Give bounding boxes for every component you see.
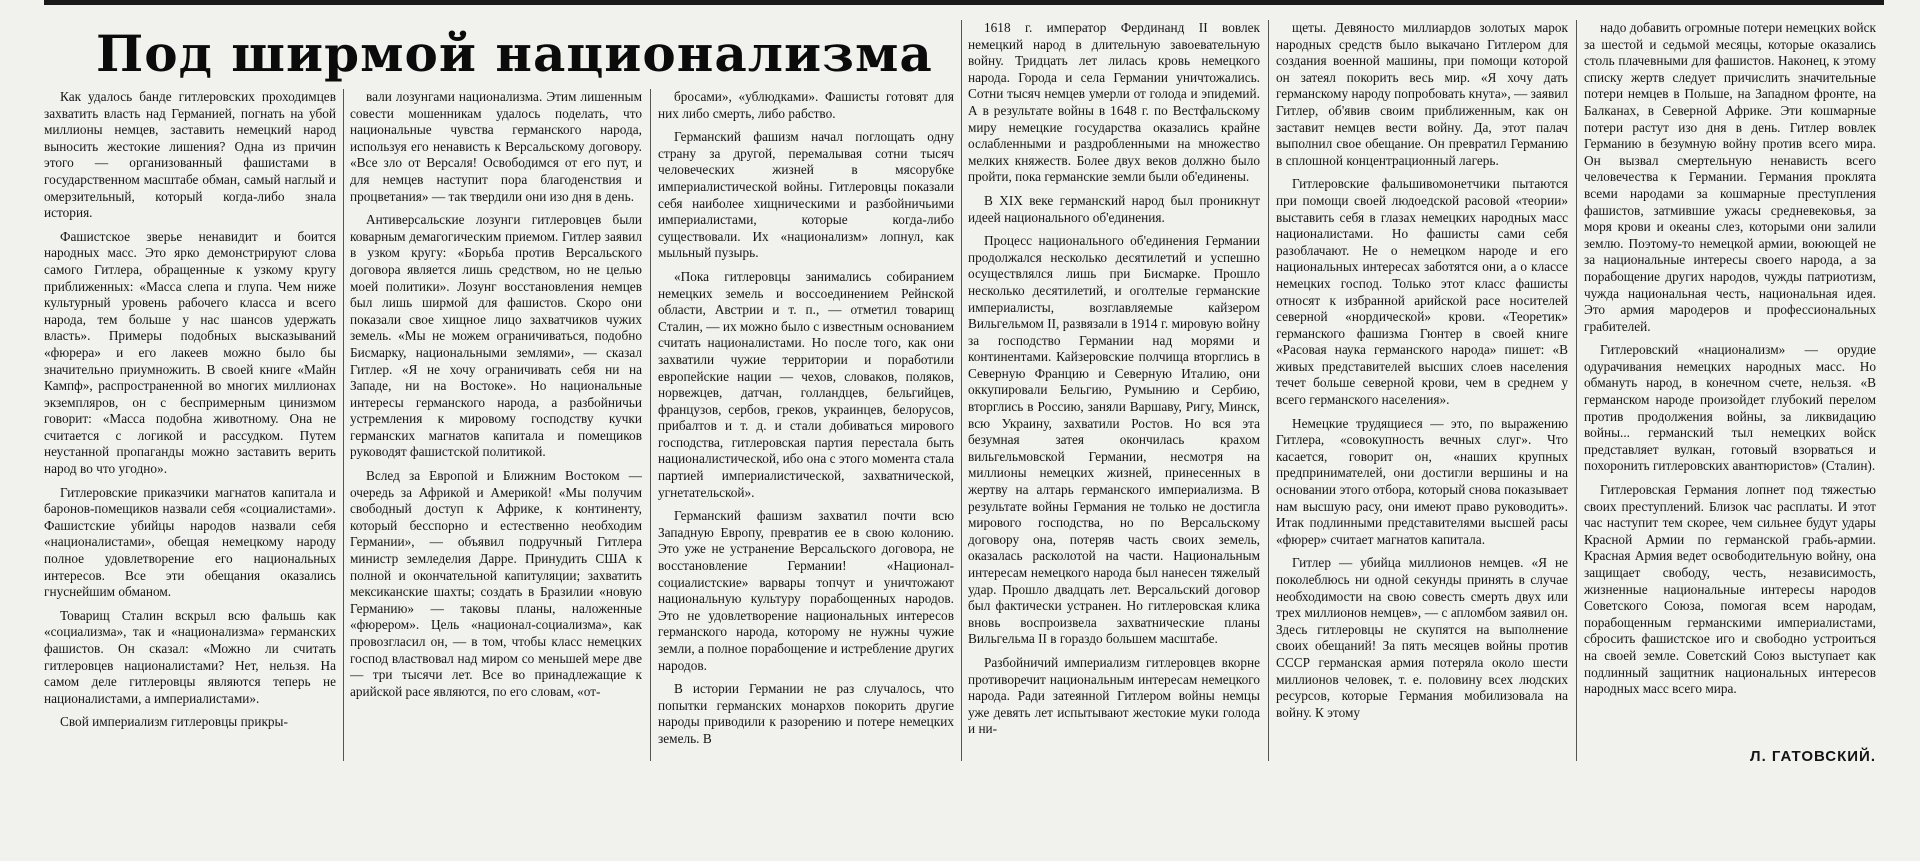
article-headline: Под ширмой национализма (96, 24, 933, 83)
paragraph: «Пока гитлеровцы занимались собиранием немецких земель и воссоединением Рейнской области, Австрии и т. п., — отметил товарищ Сталин, — их можно было с известным основанием считать националистами. Но после того, как они захватили чужие территории и поработили европейские нации — чехов, словаков, поляков, норвежцев, датчан, голландцев, бельгийцев, французов, сербов, греков, украинцев, белорусов, прибалтов и т. д. и стали добиваться мирового господства, гитлеровская партия перестала быть националистической, ибо она с этого момента стала партией империалистической, захватнической, угнетательской». (658, 268, 954, 500)
paragraph: Германский фашизм захватил почти всю Западную Европу, превратив ее в свою колонию. Это уже не устранение Версальского договора, не восстановление Германии! «Национал-социалистские» варвары топчут и уничтожают национальную культуру порабощенных народов. Это не удовлетворение национальных интересов германского народа, которому не нужны чужие земли, а полное порабощение и истребление других народов. (658, 508, 954, 673)
paragraph: Гитлер — убийца миллионов немцев. «Я не поколеблюсь ни одной секунды принять в случае необходимости на свою совесть смерть двух или трех миллионов немцев», — с апломбом заявил он. Здесь гитлеровцы не скупятся на выполнение своих обещаний! За пять месяцев войны против СССР германская армия потеряла около шести миллионов человек, т. е. половину всех людских ресурсов, которые Германия мобилизовала на войну. К этому (1276, 555, 1568, 720)
paragraph: Германский фашизм начал поглощать одну страну за другой, перемалывая сотни тысяч человеческих жизней в мясорубке империалистической войны. Гитлеровцы показали себя наиболее хищническими и разбойничьими империалистами, которые когда-либо существовали. Их «национализм» лопнул, как мыльный пузырь. (658, 129, 954, 261)
paragraph: 1618 г. император Фердинанд II вовлек немецкий народ в длительную завоевательную войну. Тридцать лет лилась кровь немецкого народа. Города и села Германии уничтожались. Сотни тысяч немцев умерли от голода и эпидемий. А в результате войны в 1648 г. по Вестфальскому миру немецкие государства оказались крайне ослабленными и раздробленными на множество мелких княжеств. Более двух веков должно было пройти, пока германские земли были об'единены. (968, 20, 1260, 185)
column-6 (1584, 20, 1876, 744)
paragraph: Гитлеровские приказчики магнатов капитала и баронов-помещиков назвали себя «социалистами». Фашистские убийцы народов назвали себя «националистами», обещая немецкому народу полное удовлетворение его национальных интересов. Все эти обещания оказались гнуснейшим обманом. (44, 484, 336, 600)
author-signature: Л. ГАТОВСКИЙ. (1750, 748, 1876, 765)
column-divider (650, 89, 651, 761)
paragraph: Гитлеровский «национализм» — орудие одурачивания немецких народных масс. Но обмануть народ, в конечном счете, нельзя. «В германском народе произойдет глубокий перелом против продолжения войны, за ликвидацию войны... германский тыл немецких войск представляет вулкан, готовый взорваться и похоронить гитлеровских авантюристов» (Сталин). (1584, 342, 1876, 474)
paragraph: бросами», «ублюдками». Фашисты готовят для них либо смерть, либо рабство. (658, 89, 954, 121)
paragraph: Гитлеровская Германия лопнет под тяжестью своих преступлений. Близок час расплаты. И этот час наступит тем скорее, чем сильнее будут удары Красной Армии по германской грабь-армии. Красная Армия ведет освободительную войну, она защищает свободу, честь, независимость, жизненные национальные интересы народов Советского Союза, помогая всем народам, порабощенным германскими империалистами, сбросить фашистское иго и свободно устроиться на своей земле. Советский Союз выступает как подлинный защитник национальных интересов народных масс всего мира. (1584, 482, 1876, 697)
column-divider (961, 20, 962, 761)
column-4 (968, 20, 1260, 761)
column-divider (1268, 20, 1269, 761)
paragraph: В истории Германии не раз случалось, что попытки германских монархов покорить другие народы приводили к разорению и потере немецких земель. В (658, 681, 954, 746)
column-3 (658, 89, 954, 761)
paragraph: щеты. Девяносто миллиардов золотых марок народных средств было выкачано Гитлером для создания военной машины, при помощи которой он затеял покорить весь мир. «Я хочу дать германскому народу попробовать кнута», — заявил Гитлер, об'явив своим приближенным, как он заставит немцев вести войну. Да, этот палач выполнил свое обещание. Он превратил Германию в сплошной концентрационный лагерь. (1276, 20, 1568, 168)
column-divider (1576, 20, 1577, 761)
column-divider (343, 89, 344, 761)
paragraph: Фашистское зверье ненавидит и боится народных масс. Это ярко демонстрируют слова самого Гитлера, обращенные к узкому кругу приближенных: «Масса слепа и глупа. Чем ниже культурный уровень рабочего класса и всего народа, тем больше у нас шансов удержать власть». Примеры подобных высказываний «фюрера» и его лакеев можно было бы значительно приумножить. В своей книге «Майн Кампф», распространенной во многих миллионах экземпляров, он с беспримерным цинизмом говорит: «Масса подобна животному. Она не считается с логикой и рассудком. Путем неустанной пропаганды можно заставить верить народ во что угодно». (44, 228, 336, 477)
paragraph: Немецкие трудящиеся — это, по выражению Гитлера, «совокупность вечных слуг». Что касается, говорит он, «наших крупных предпринимателей, они достигли вершины и на основании этого отбора, который снова показывает нам высшую расу, они имеют право руководить». Итак подлинными представителями высшей расы «фюрер» считает магнатов капитала. (1276, 415, 1568, 547)
paragraph: Антиверсальские лозунги гитлеровцев были коварным демагогическим приемом. Гитлер заявил в узком кругу: «Борьба против Версальского договора является лишь средством, но не целью моей политики». Лозунг восстановления немцев был лишь ширмой для фашистов. Скоро они показали свое хищное лицо захватчиков чужих земель. «Мы не можем ограничиваться, подобно Бисмарку, национальными землями», — сказал Гитлер. «Я не хочу ограничивать себя ни на Западе, ни на Востоке». Но национальные интересы германского народа, а разбойничьи устремления к мировому господству кучки германских магнатов капитала и помещиков руководят фашистской политикой. (350, 212, 642, 460)
paragraph: Вслед за Европой и Ближним Востоком — очередь за Африкой и Америкой! «Мы получим свободный доступ к Африке, к континенту, который бесспорно и естественно необходим Германии», — объявил подручный Гитлера министр земледелия Дарре. Принудить США к полной и окончательной капитуляции; захватить мексиканские шахты; создать в Бразилии «новую Германию» — таковы планы, наложенные «фюрером». Цель «национал-социализма», как провозгласил он, — в том, чтобы класс немецких господ властвовал над миром со меньшей мере две — три тысячи лет. Все во принадлежащие к арийской расе являются, по его словам, «от- (350, 468, 642, 699)
paragraph: Гитлеровские фальшивомонетчики пытаются при помощи своей людоедской расовой «теории» выставить себя в глазах немецких народных масс националистами. Но фашисты сами себя разоблачают. Не о немецком народе и его национальных интересах заботятся они, а о классе немецких господ. Только этот класс фашисты относят к избранной арийской расе носителей северной «нордической» крови. «Теоретик» германского фашизма Гюнтер в своей книге «Расовая наука германского народа» пишет: «В живых представителей высших слоев населения течет больше северной крови, чем в среднем у всего германского населения». (1276, 176, 1568, 408)
paragraph: вали лозунгами национализма. Этим лишенным совести мошенникам удалось поделать, что национальные чувства германского народа, используя его ненависть к Версальскому договору. «Все зло от Версаля! Освободимся от его пут, и для немцев наступит пора благоденствия и процветания» — так твердили они изо дня в день. (350, 89, 642, 204)
paragraph: Процесс национального об'единения Германии продолжался несколько десятилетий и успешно осуществлялся лишь при Бисмарке. Прошло несколько десятилетий, и оголтелые германские империалисты, возглавляемые кайзером Вильгельмом II, развязали в 1914 г. мировую войну за господство Германии над морями и континентами. Кайзеровские полчища вторглись в Северную Францию и Северную Италию, они оккупировали Бельгию, Румынию и Сербию, вторглись в Россию, заняли Варшаву, Ригу, Минск, всю Украину, захватили Ростов. Но вся эта безумная затея окончилась крахом вильгельмовской Германии, несмотря на миллионы немецких жизней, принесенных в жертву на алтарь германского империализма. В результате войны Германия не только не достигла мирового господства, но по Версальскому договору она, потеряв часть своих земель, оказалась расколотой на части. Национальным интересам немецкого народа был нанесен тяжелый удар. Прошло двадцать лет. Версальский договор был фактически устранен. Но гитлеровская клика вновь воспроизвела захватнические планы Вильгельма II в гораздо большем масштабе. (968, 233, 1260, 647)
paragraph: Свой империализм гитлеровцы прикры- (60, 714, 288, 730)
column-5 (1276, 20, 1568, 761)
paragraph: Как удалось банде гитлеровских проходимцев захватить власть над Германией, погнать на убой миллионы немцев, заставить немецкий народ выносить жестокие лишения? Одна из причин этого — организованный фашистами в государственном масштабе обман, самый наглый и омерзительный, который когда-либо знала история. (44, 89, 336, 221)
paragraph: Разбойничий империализм гитлеровцев вкорне противоречит национальным интересам немецкого народа. Ради затеянной Гитлером войны немцы уже девять лет испытывают жестокие муки голода и ни- (968, 654, 1260, 737)
column-1 (44, 89, 336, 761)
paragraph: надо добавить огромные потери немецких войск за шестой и седьмой месяцы, которые оказались столь плачевными для фашистов. Наконец, к этому списку жертв следует причислить значительные потери немцев в Польше, на Западном фронте, на Балканах, в Северной Африке. Эти кошмарные потери растут изо дня в день. Гитлер вовлек Германию в безумную войну против всего мира. Он вызвал смертельную ненависть всего человечества к Германии. Германия проклята всеми народами за кошмарные преступления фашистов, затмившие ужасы средневековья, за моря крови и океаны слез, которыми они залили землю. Поэтому-то немецкой армии, воюющей не за национальные интересы своего народа, а за порабощение других народов, чужды патриотизм, чужда национальная честь, национальная идея. Это армия мародеров и профессиональных грабителей. (1584, 20, 1876, 334)
paragraph: Товарищ Сталин вскрыл всю фальшь как «социализма», так и «национализма» германских фашистов. Он сказал: «Можно ли считать гитлеровцев националистами? Нет, нельзя. На самом деле гитлеровцы являются теперь не националистами, а империалистами». (44, 607, 336, 706)
paragraph: В XIX веке германский народ был проникнут идеей национального об'единения. (968, 192, 1260, 225)
top-rule (44, 0, 1884, 5)
column-2 (350, 89, 642, 761)
